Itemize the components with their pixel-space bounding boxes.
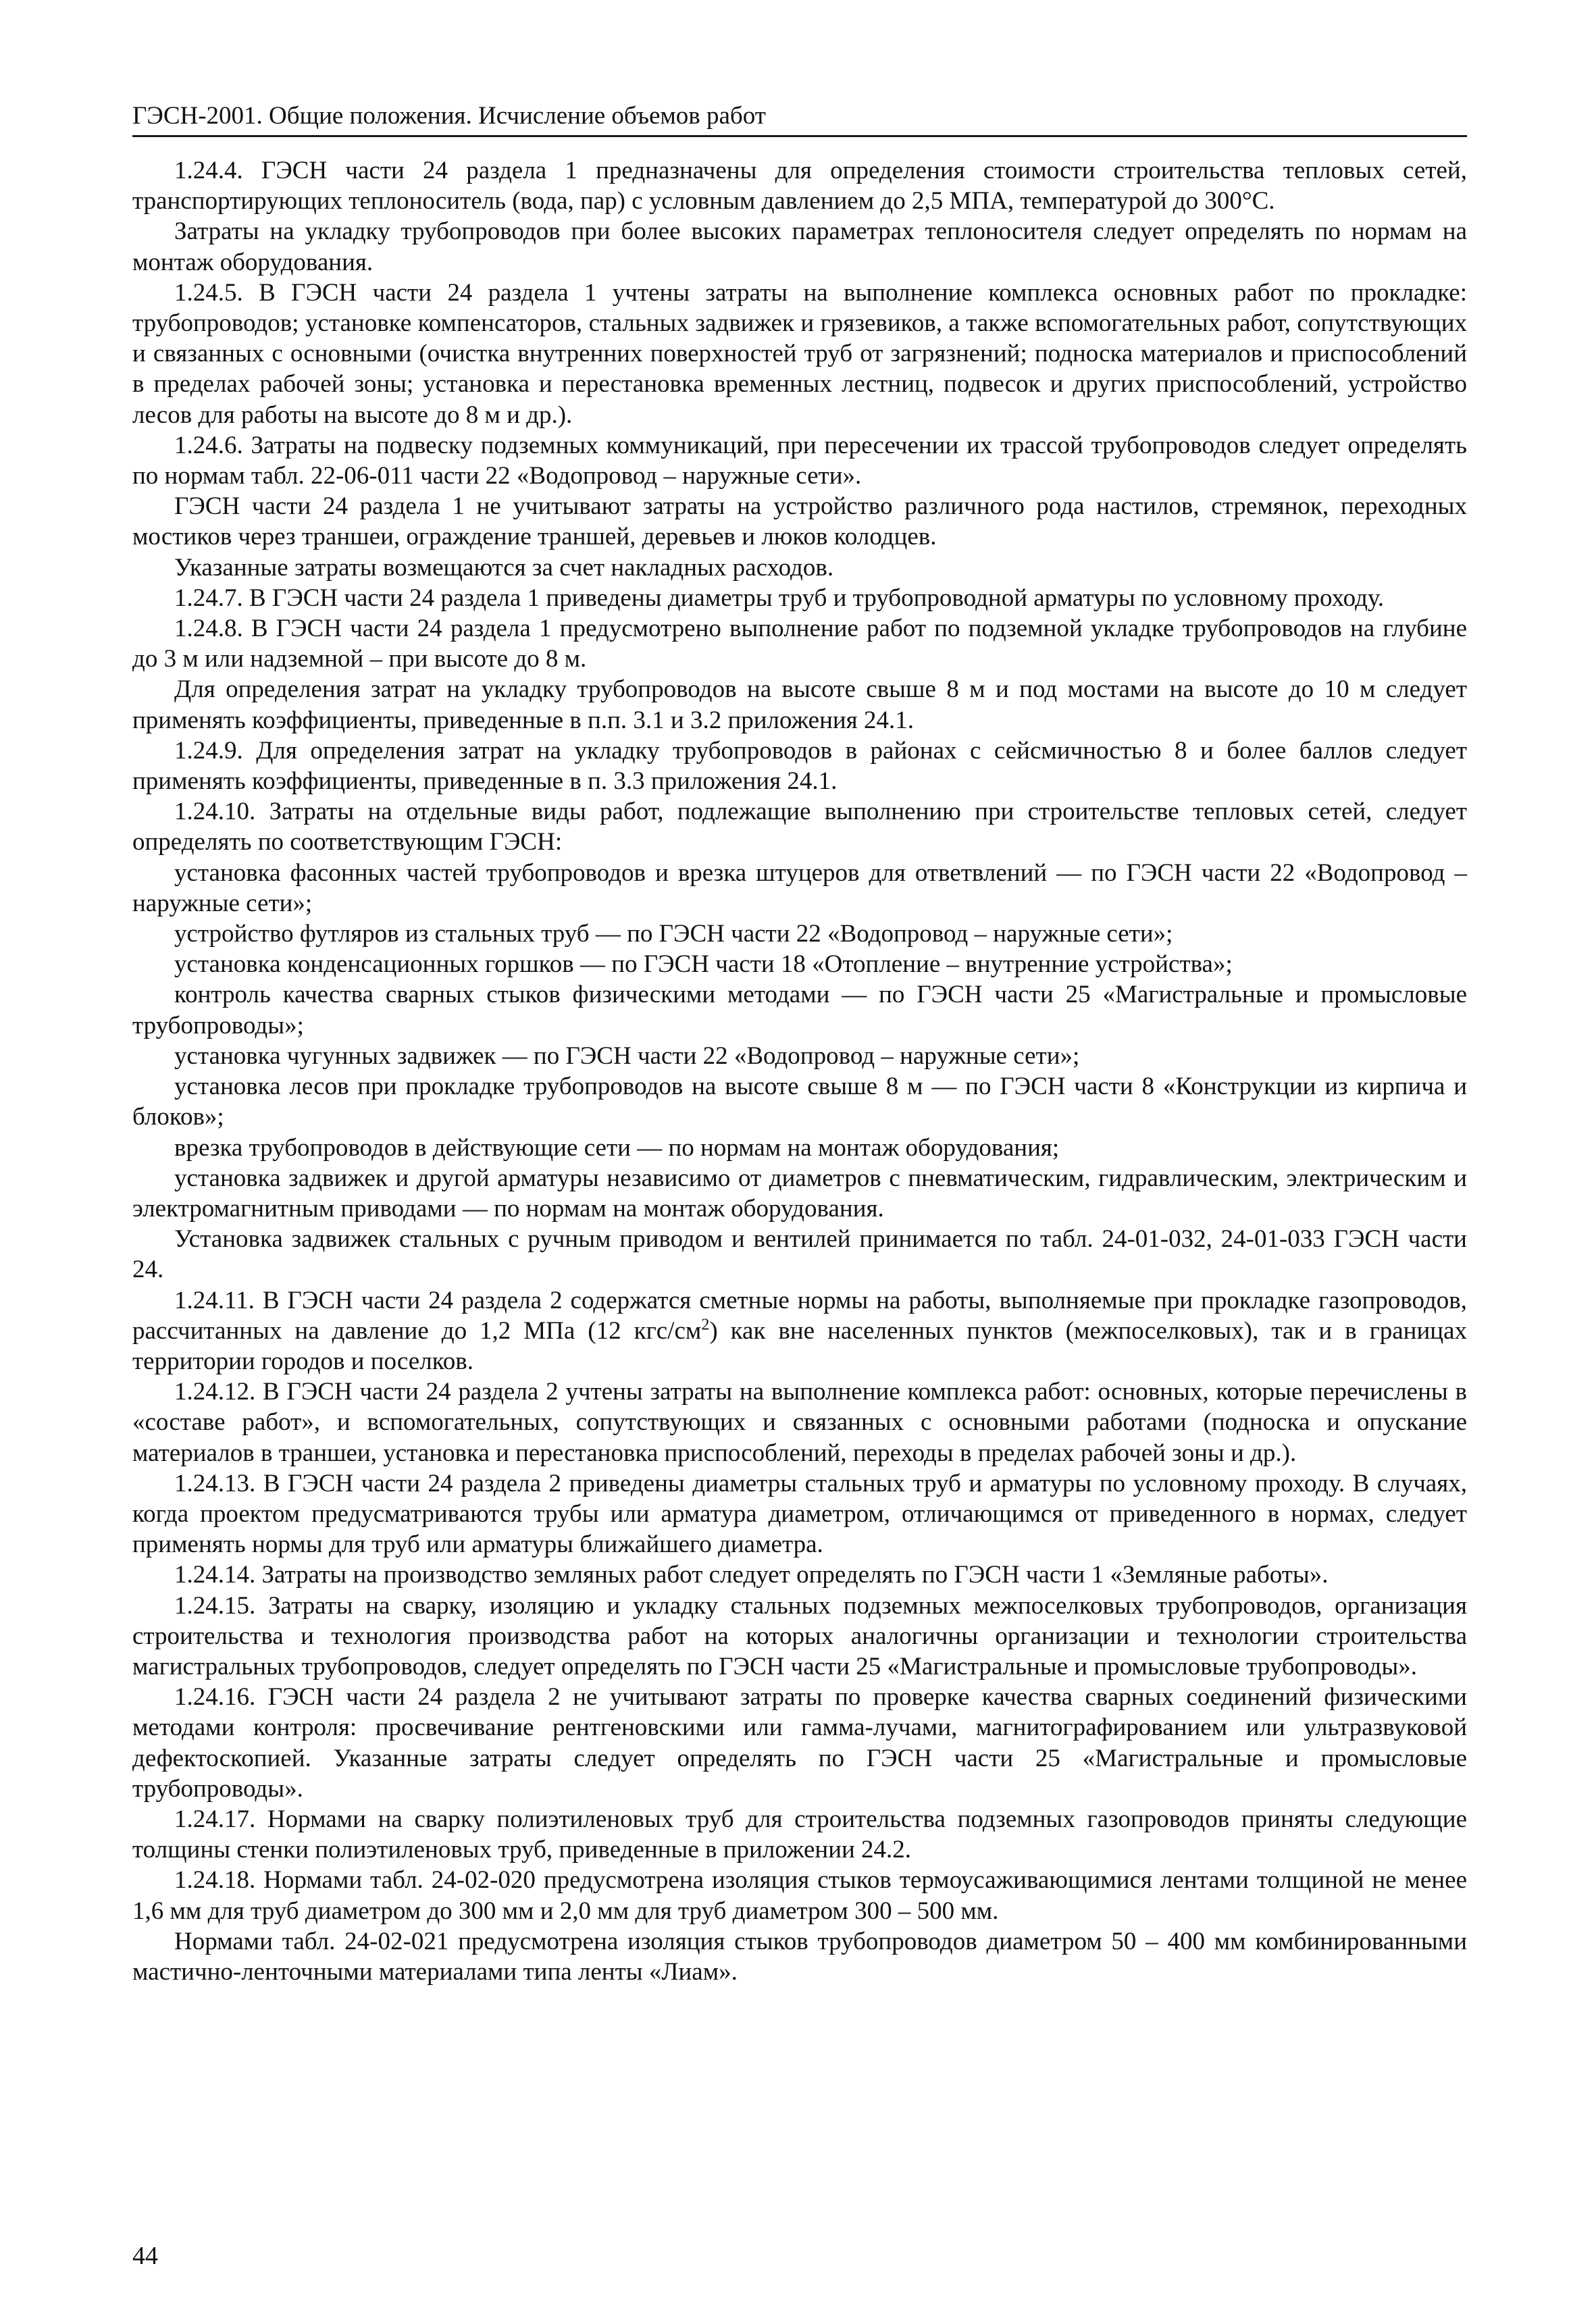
- list-item: установка лесов при прокладке трубопроводов на высоте свыше 8 м — по ГЭСН части 8 «Конструкции из кирпича и блоков»;: [132, 1073, 1467, 1131]
- paragraph: Затраты на укладку трубопроводов при более высоких параметрах теплоносителя следует определять по нормам на монтаж оборудования.: [132, 217, 1467, 276]
- paragraph-1-24-7: 1.24.7. В ГЭСН части 24 раздела 1 приведены диаметры труб и трубопроводной арматуры по условному проходу.: [174, 584, 1384, 612]
- paragraph-1-24-14: 1.24.14. Затраты на производство земляных работ следует определять по ГЭСН части 1 «Земляные работы».: [174, 1561, 1329, 1589]
- paragraph-1-24-15: 1.24.15. Затраты на сварку, изоляцию и укладку стальных подземных межпоселковых трубопроводов, организация строительства и технология производства работ на которых аналогичны организации и технологии строительства магистральных трубопроводов, следует определять по ГЭСН части 25 «Магистральные и промысловые трубопроводы».: [132, 1591, 1467, 1680]
- paragraph-text: ) как вне населенных пунктов (межпоселковых), так и в границах территории городов и поселков.: [132, 1316, 1467, 1375]
- list-item: врезка трубопроводов в действующие сети — по нормам на монтаж оборудования;: [174, 1133, 1060, 1162]
- paragraph-1-24-16: 1.24.16. ГЭСН части 24 раздела 2 не учитывают затраты по проверке качества сварных соединений физическими методами контроля: просвечивание рентгеновскими или гамма-лучами, магнитографированием или ультразвуковой дефектоскопией. Указанные затраты следует определять по ГЭСН части 25 «Магистральные и промысловые трубопроводы».: [132, 1683, 1467, 1803]
- paragraph-1-24-12: 1.24.12. В ГЭСН части 24 раздела 2 учтены затраты на выполнение комплекса работ: основных, которые перечислены в «составе работ», и вспомогательных, сопутствующих и связанных с основными работами (подноска и опускание материалов в траншеи, установка и перестановка приспособлений, переходы в пределах рабочей зоны и др.).: [132, 1378, 1467, 1467]
- list-item: установка задвижек и другой арматуры независимо от диаметров с пневматическим, гидравлическим, электрическим и электромагнитным приводами — по нормам на монтаж оборудования.: [132, 1164, 1467, 1223]
- paragraph: ГЭСН части 24 раздела 1 не учитывают затраты на устройство различного рода настилов, стремянок, переходных мостиков через траншеи, ограждение траншей, деревьев и люков колодцев.: [132, 492, 1467, 551]
- list-item: установка фасонных частей трубопроводов и врезка штуцеров для ответвлений — по ГЭСН части 22 «Водопровод – наружные сети»;: [132, 858, 1467, 917]
- list-item: контроль качества сварных стыков физическими методами — по ГЭСН части 25 «Магистральные и промысловые трубопроводы»;: [132, 981, 1467, 1039]
- paragraph-1-24-6: 1.24.6. Затраты на подвеску подземных коммуникаций, при пересечении их трассой трубопроводов следует определять по нормам табл. 22-06-011 части 22 «Водопровод – наружные сети».: [132, 431, 1467, 490]
- paragraph-1-24-4: 1.24.4. ГЭСН части 24 раздела 1 предназначены для определения стоимости строительства тепловых сетей, транспортирующих теплоноситель (вода, пар) с условным давлением до 2,5 МПА, температурой до 300°С.: [132, 157, 1467, 215]
- body-text: [132, 155, 1467, 1987]
- paragraph-1-24-13: 1.24.13. В ГЭСН части 24 раздела 2 приведены диаметры стальных труб и арматуры по условному проходу. В случаях, когда проектом предусматриваются трубы или арматура диаметром, отличающимся от приведенного в нормах, следует применять нормы для труб или арматуры ближайшего диаметра.: [132, 1469, 1467, 1559]
- paragraph-1-24-11: [132, 1285, 1467, 1377]
- paragraph: Установка задвижек стальных с ручным приводом и вентилей принимается по табл. 24-01-032, 24-01-033 ГЭСН части 24.: [132, 1225, 1467, 1284]
- paragraph-1-24-18: 1.24.18. Нормами табл. 24-02-020 предусмотрена изоляция стыков термоусаживающимися лентами толщиной не менее 1,6 мм для труб диаметром до 300 мм и 2,0 мм для труб диаметром 300 – 500 мм.: [132, 1866, 1467, 1925]
- paragraph-text: 1.24.11. В ГЭСН части 24 раздела 2 содержатся сметные нормы на работы, выполняемые при прокладке газопроводов, рассчитанных на давление до 1,2 МПа (12 кгс/см: [132, 1286, 1467, 1345]
- paragraph-1-24-10: 1.24.10. Затраты на отдельные виды работ, подлежащие выполнению при строительстве тепловых сетей, следует определять по соответствующим ГЭСН:: [132, 798, 1467, 856]
- paragraph-1-24-5: 1.24.5. В ГЭСН части 24 раздела 1 учтены затраты на выполнение комплекса основных работ по прокладке: трубопроводов; установке компенсаторов, стальных задвижек и грязевиков, а также вспомогательных работ, сопутствующих и связанных с основными (очистка внутренних поверхностей труб от загрязнений; подноска материалов и приспособлений в пределах рабочей зоны; установка и перестановка временных лестниц, подвесок и других приспособлений, устройство лесов для работы на высоте до 8 м и др.).: [132, 278, 1467, 429]
- paragraph: Нормами табл. 24-02-021 предусмотрена изоляция стыков трубопроводов диаметром 50 – 400 мм комбинированными мастично-ленточными материалами типа ленты «Лиам».: [132, 1927, 1467, 1986]
- paragraph-1-24-8: 1.24.8. В ГЭСН части 24 раздела 1 предусмотрено выполнение работ по подземной укладке трубопроводов на глубине до 3 м или надземной – при высоте до 8 м.: [132, 615, 1467, 673]
- superscript: 2: [701, 1316, 710, 1334]
- paragraph: Для определения затрат на укладку трубопроводов на высоте свыше 8 м и под мостами на высоте до 10 м следует применять коэффициенты, приведенные в п.п. 3.1 и 3.2 приложения 24.1.: [132, 675, 1467, 734]
- paragraph: Указанные затраты возмещаются за счет накладных расходов.: [174, 553, 834, 582]
- list-item: устройство футляров из стальных труб — по ГЭСН части 22 «Водопровод – наружные сети»;: [174, 920, 1173, 948]
- list-item: установка чугунных задвижек — по ГЭСН части 22 «Водопровод – наружные сети»;: [174, 1042, 1080, 1070]
- running-header: ГЭСН-2001. Общие положения. Исчисление объемов работ: [132, 101, 1467, 137]
- list-item: установка конденсационных горшков — по ГЭСН части 18 «Отопление – внутренние устройства»;: [174, 950, 1233, 979]
- paragraph-1-24-17: 1.24.17. Нормами на сварку полиэтиленовых труб для строительства подземных газопроводов приняты следующие толщины стенки полиэтиленовых труб, приведенные в приложении 24.2.: [132, 1805, 1467, 1864]
- page-number: 44: [132, 2242, 158, 2270]
- paragraph-1-24-9: 1.24.9. Для определения затрат на укладку трубопроводов в районах с сейсмичностью 8 и более баллов следует применять коэффициенты, приведенные в п. 3.3 приложения 24.1.: [132, 736, 1467, 796]
